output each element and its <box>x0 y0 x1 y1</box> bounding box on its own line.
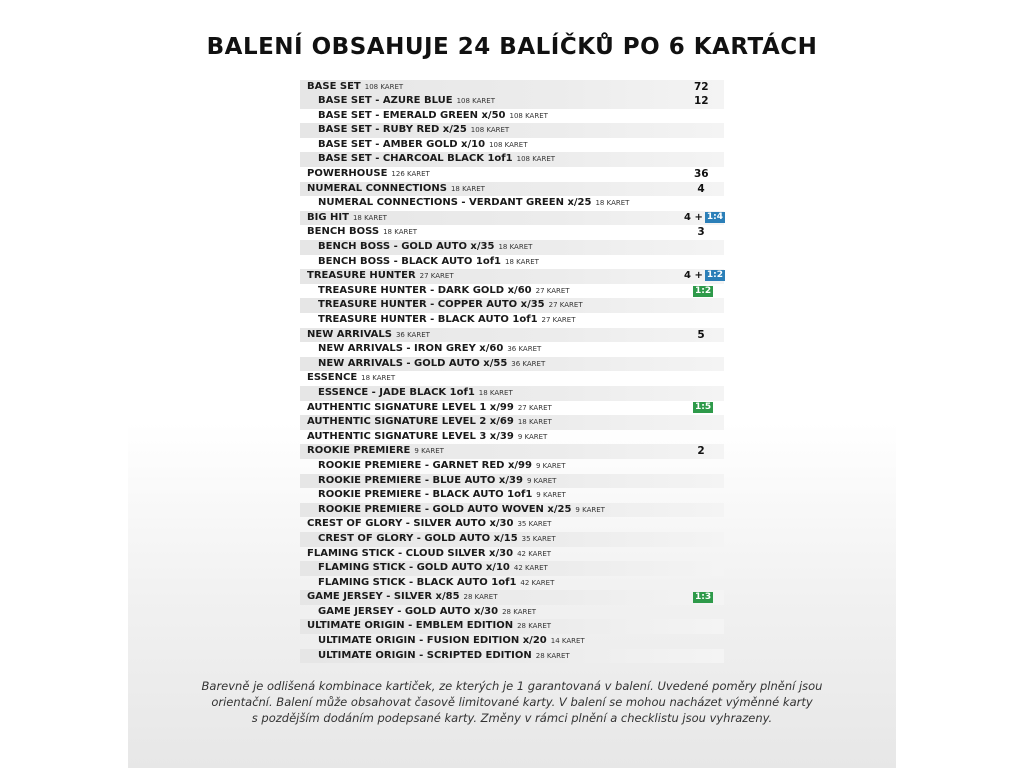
set-name <box>307 80 403 95</box>
checklist-row <box>300 211 724 226</box>
checklist-row <box>300 430 724 445</box>
set-name-text: BASE SET - RUBY RED x/25 <box>318 124 467 136</box>
set-name-text: BASE SET - CHARCOAL BLACK 1of1 <box>318 153 513 165</box>
checklist-subrow <box>300 386 724 401</box>
pack-quantity: 4 <box>697 182 705 195</box>
set-name-text: TREASURE HUNTER <box>307 270 416 282</box>
set-name-text: BASE SET - AMBER GOLD x/10 <box>318 138 486 150</box>
pack-quantity: 3 <box>697 226 705 239</box>
set-name <box>307 619 551 634</box>
card-count: 108 KARET <box>456 97 495 106</box>
set-name-text: NUMERAL CONNECTIONS - VERDANT GREEN x/25 <box>318 197 592 209</box>
set-name-text: ROOKIE PREMIERE - GARNET RED x/99 <box>318 459 532 471</box>
checklist-row <box>300 444 724 459</box>
set-name <box>318 474 556 489</box>
set-name <box>307 401 552 416</box>
set-name <box>318 561 548 576</box>
set-name-text: NEW ARRIVALS - GOLD AUTO x/55 <box>318 357 508 369</box>
checklist-row <box>300 182 724 197</box>
set-name-text: ESSENCE <box>307 372 358 384</box>
pack-quantity: 2 <box>697 445 705 458</box>
page-title: BALENÍ OBSAHUJE 24 BALÍČKŮ PO 6 KARTÁCH <box>206 34 818 60</box>
checklist-subrow <box>300 298 724 313</box>
set-name <box>318 94 495 109</box>
set-name-text: ULTIMATE ORIGIN - SCRIPTED EDITION <box>318 649 532 661</box>
set-name-text: CREST OF GLORY - SILVER AUTO x/30 <box>307 518 514 530</box>
set-name-text: ROOKIE PREMIERE - BLACK AUTO 1of1 <box>318 489 533 501</box>
card-count: 35 KARET <box>521 534 556 543</box>
set-name-text: BENCH BOSS - BLACK AUTO 1of1 <box>318 255 501 267</box>
checklist-subrow <box>300 109 724 124</box>
card-count: 36 KARET <box>507 345 542 354</box>
card-count: 42 KARET <box>520 578 555 587</box>
set-name-text: BASE SET <box>307 80 361 92</box>
set-name <box>318 152 555 167</box>
pack-quantity: 12 <box>694 95 709 108</box>
card-count: 28 KARET <box>463 593 498 602</box>
set-name <box>318 576 554 591</box>
set-name <box>318 342 541 357</box>
card-count: 9 KARET <box>414 447 444 456</box>
checklist-row <box>300 590 724 605</box>
set-name <box>318 196 629 211</box>
set-name <box>307 225 417 240</box>
set-name <box>307 444 444 459</box>
pack-quantity: 72 <box>694 80 709 93</box>
card-count: 9 KARET <box>526 476 557 485</box>
set-name <box>318 284 570 299</box>
set-name-text: NEW ARRIVALS <box>307 328 392 340</box>
quantity-with-ratio <box>684 269 725 284</box>
set-name <box>318 298 583 313</box>
set-name <box>307 269 454 284</box>
card-count: 9 KARET <box>517 432 548 441</box>
card-count: 27 KARET <box>517 403 552 412</box>
checklist-row <box>300 269 724 284</box>
card-count: 27 KARET <box>548 301 583 310</box>
card-count: 18 KARET <box>352 213 387 222</box>
set-name-text: FLAMING STICK - GOLD AUTO x/10 <box>318 562 510 574</box>
card-count: 18 KARET <box>450 184 485 193</box>
checklist-subrow <box>300 255 724 270</box>
checklist-subrow <box>300 474 724 489</box>
checklist-subrow <box>300 634 724 649</box>
set-name-text: ROOKIE PREMIERE - GOLD AUTO WOVEN x/25 <box>318 503 572 515</box>
card-count: 42 KARET <box>513 564 548 573</box>
set-name-text: AUTHENTIC SIGNATURE LEVEL 2 x/69 <box>307 416 514 428</box>
card-count: 9 KARET <box>575 505 605 514</box>
set-name-text: FLAMING STICK - BLACK AUTO 1of1 <box>318 576 517 588</box>
set-name-text: NEW ARRIVALS - IRON GREY x/60 <box>318 343 504 355</box>
set-name <box>318 649 570 664</box>
ratio-badge: 1:4 <box>706 211 723 222</box>
card-count: 18 KARET <box>498 243 533 252</box>
quantity-with-ratio <box>684 211 725 226</box>
card-count: 108 KARET <box>509 111 548 120</box>
pack-quantity: 4 + <box>684 270 703 282</box>
set-name-text: ROOKIE PREMIERE <box>307 445 411 457</box>
set-name <box>318 459 565 474</box>
set-name-text: ULTIMATE ORIGIN - EMBLEM EDITION <box>307 620 514 632</box>
set-name <box>318 386 513 401</box>
checklist-row <box>300 225 724 240</box>
card-count: 18 KARET <box>478 388 513 397</box>
checklist-subrow <box>300 459 724 474</box>
footnote-line: orientační. Balení může obsahovat časově limitované karty. V balení se mohou nacházet výměnné karty <box>211 695 813 709</box>
ratio-badge: 1:2 <box>706 270 723 281</box>
card-count: 28 KARET <box>535 651 570 660</box>
checklist-row <box>300 371 724 386</box>
checklist-subrow <box>300 532 724 547</box>
set-name <box>307 371 395 386</box>
set-name-text: ESSENCE - JADE BLACK 1of1 <box>318 386 475 398</box>
set-name <box>318 357 545 372</box>
set-name <box>318 488 566 503</box>
footnote <box>140 678 884 726</box>
set-name-text: POWERHOUSE <box>307 168 388 180</box>
card-count: 27 KARET <box>535 286 570 295</box>
set-name-text: GAME JERSEY - SILVER x/85 <box>307 591 460 603</box>
card-count: 9 KARET <box>536 491 566 500</box>
set-name-text: TREASURE HUNTER - COPPER AUTO x/35 <box>318 299 545 311</box>
set-name <box>307 430 547 445</box>
checklist-row <box>300 328 724 343</box>
set-name-text: ROOKIE PREMIERE - BLUE AUTO x/39 <box>318 474 523 486</box>
set-name <box>318 255 539 270</box>
checklist-subrow <box>300 503 724 518</box>
set-name-text: AUTHENTIC SIGNATURE LEVEL 3 x/39 <box>307 430 514 442</box>
set-name <box>307 167 430 182</box>
card-count: 9 KARET <box>535 461 566 470</box>
set-name-text: GAME JERSEY - GOLD AUTO x/30 <box>318 605 499 617</box>
pack-quantity: 36 <box>694 168 709 181</box>
checklist-subrow <box>300 488 724 503</box>
set-name <box>307 328 430 343</box>
card-count: 108 KARET <box>364 82 404 91</box>
card-count: 28 KARET <box>502 607 537 616</box>
checklist-subrow <box>300 196 724 211</box>
card-count: 36 KARET <box>511 359 546 368</box>
card-count: 126 KARET <box>391 170 430 179</box>
set-name-text: ULTIMATE ORIGIN - FUSION EDITION x/20 <box>318 635 547 647</box>
checklist-row <box>300 415 724 430</box>
checklist-subrow <box>300 240 724 255</box>
pack-quantity: 4 + <box>684 211 703 223</box>
checklist-row <box>300 401 724 416</box>
card-count: 18 KARET <box>361 374 396 383</box>
set-name-text: TREASURE HUNTER - DARK GOLD x/60 <box>318 284 532 296</box>
checklist-row <box>300 167 724 182</box>
set-name <box>318 503 605 518</box>
card-count: 18 KARET <box>595 199 630 208</box>
set-name <box>307 517 551 532</box>
footnote-line: s pozdějším dodáním podepsané karty. Změny v rámci plnění a checklistu jsou vyhrazeny. <box>251 711 773 725</box>
set-name-text: BASE SET - EMERALD GREEN x/50 <box>318 109 506 121</box>
set-name <box>307 182 485 197</box>
set-name <box>318 634 585 649</box>
card-count: 18 KARET <box>517 418 552 427</box>
card-count: 27 KARET <box>419 272 454 281</box>
checklist-subrow <box>300 576 724 591</box>
set-name <box>318 605 536 620</box>
ratio-badge: 1:3 <box>695 592 712 603</box>
set-name <box>307 211 387 226</box>
checklist-subrow <box>300 313 724 328</box>
card-count: 108 KARET <box>470 126 510 135</box>
set-name <box>307 547 551 562</box>
pack-quantity: 5 <box>697 328 705 341</box>
card-count: 108 KARET <box>516 155 556 164</box>
checklist-subrow <box>300 561 724 576</box>
set-name-text: NUMERAL CONNECTIONS <box>307 182 447 194</box>
checklist-table <box>300 80 724 664</box>
set-name <box>318 109 548 124</box>
footnote-line: Barevně je odlišená kombinace kartiček, ze kterých je 1 garantovaná v balení. Uvedené poměry plnění jsou <box>201 679 823 693</box>
set-name-text: AUTHENTIC SIGNATURE LEVEL 1 x/99 <box>307 401 514 413</box>
set-name <box>318 138 527 153</box>
checklist-subrow <box>300 284 724 299</box>
card-count: 36 KARET <box>395 330 430 339</box>
card-count: 108 KARET <box>489 140 528 149</box>
checklist-row <box>300 517 724 532</box>
checklist-subrow <box>300 152 724 167</box>
set-name <box>307 415 552 430</box>
checklist-subrow <box>300 123 724 138</box>
set-name-text: BENCH BOSS - GOLD AUTO x/35 <box>318 241 495 253</box>
checklist-subrow <box>300 605 724 620</box>
checklist-subrow <box>300 138 724 153</box>
set-name <box>318 123 509 138</box>
card-count: 18 KARET <box>383 228 418 237</box>
set-name <box>318 240 532 255</box>
set-name-text: FLAMING STICK - CLOUD SILVER x/30 <box>307 547 514 559</box>
checklist-row <box>300 80 724 95</box>
card-count: 18 KARET <box>505 257 539 266</box>
ratio-badge: 1:2 <box>695 285 712 296</box>
set-name <box>307 590 498 605</box>
set-name <box>318 313 576 328</box>
set-name-text: BIG HIT <box>307 211 349 223</box>
checklist-row <box>300 619 724 634</box>
set-name-text: BENCH BOSS <box>307 226 380 238</box>
set-name-text: TREASURE HUNTER - BLACK AUTO 1of1 <box>318 314 538 325</box>
ratio-badge: 1:5 <box>695 402 712 413</box>
set-name <box>318 532 556 547</box>
set-name-text: BASE SET - AZURE BLUE <box>318 95 453 107</box>
card-count: 42 KARET <box>517 549 552 558</box>
checklist-row <box>300 547 724 562</box>
card-count: 28 KARET <box>517 622 552 631</box>
checklist-subrow <box>300 649 724 664</box>
checklist-subrow <box>300 357 724 372</box>
card-count: 35 KARET <box>517 520 552 529</box>
card-count: 14 KARET <box>550 637 585 646</box>
checklist-subrow <box>300 342 724 357</box>
card-count: 27 KARET <box>541 316 576 324</box>
set-name-text: CREST OF GLORY - GOLD AUTO x/15 <box>318 532 518 544</box>
checklist-subrow <box>300 94 724 109</box>
